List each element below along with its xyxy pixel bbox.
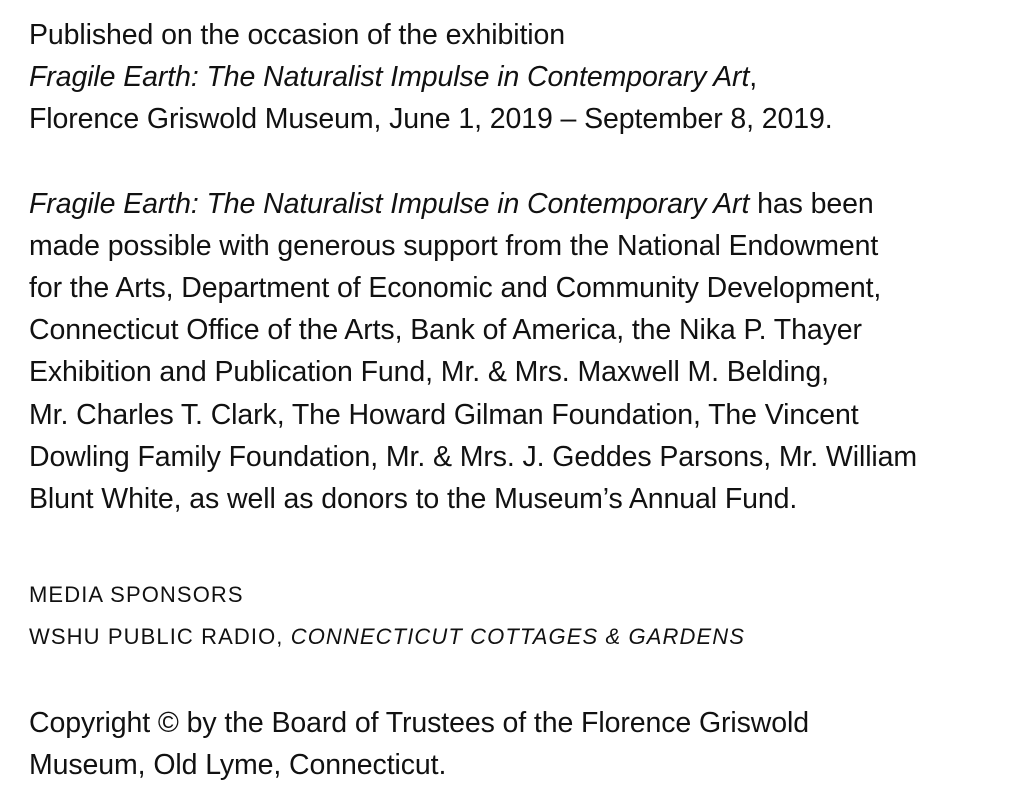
support-line-5: Exhibition and Publication Fund, Mr. & Mrs. Maxwell M. Belding, <box>29 356 829 389</box>
support-line-1-rest: has been <box>749 187 874 220</box>
media-sponsors-heading: MEDIA SPONSORS <box>29 582 244 608</box>
publication-intro: Published on the occasion of the exhibition <box>29 19 565 51</box>
venue-dates: Florence Griswold Museum, June 1, 2019 – September 8, 2019. <box>29 103 833 136</box>
media-sponsor-wshu: WSHU PUBLIC RADIO, <box>29 624 291 650</box>
copyright-line-2: Museum, Old Lyme, Connecticut. <box>29 749 447 782</box>
exhibition-title-suffix: , <box>749 61 758 94</box>
copyright-line-1: Copyright © by the Board of Trustees of the Florence Griswold <box>29 707 810 740</box>
support-line-1 <box>29 183 1009 225</box>
exhibition-title: Fragile Earth: The Naturalist Impulse in Contemporary Art <box>29 61 750 94</box>
media-sponsor-cc-and-g: CONNECTICUT COTTAGES & GARDENS <box>290 624 746 650</box>
colophon-page <box>29 14 1009 787</box>
spacer <box>29 520 1009 574</box>
spacer <box>29 658 1009 702</box>
support-paragraph <box>29 183 1009 521</box>
support-line-4: Connecticut Office of the Arts, Bank of America, the Nika P. Thayer <box>29 314 862 347</box>
support-line-3: for the Arts, Department of Economic and Community Development, <box>29 272 882 305</box>
publication-note <box>29 14 1009 141</box>
media-sponsors-list <box>29 616 1009 658</box>
copyright-notice <box>29 702 1009 786</box>
support-exhibition-title: Fragile Earth: The Naturalist Impulse in Contemporary Art <box>29 187 750 220</box>
spacer <box>29 141 1009 183</box>
exhibition-title-line <box>29 56 1009 98</box>
support-line-6: Mr. Charles T. Clark, The Howard Gilman Foundation, The Vincent <box>29 398 859 431</box>
support-line-7: Dowling Family Foundation, Mr. & Mrs. J. Geddes Parsons, Mr. William <box>29 440 918 473</box>
support-line-8: Blunt White, as well as donors to the Museum’s Annual Fund. <box>29 483 798 516</box>
support-line-2: made possible with generous support from the National Endowment <box>29 229 879 262</box>
